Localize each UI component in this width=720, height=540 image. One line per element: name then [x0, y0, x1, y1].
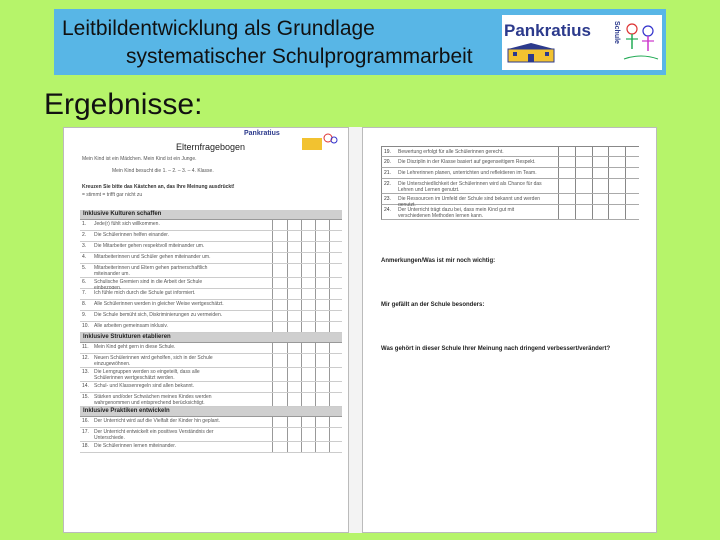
open-question: Mir gefällt an der Schule besonders:	[381, 302, 485, 308]
item-text: Jede(r) fühlt sich willkommen.	[94, 221, 160, 227]
item-text: Die Lehrerinnen planen, unterrichten und reflektieren im Team.	[398, 170, 537, 176]
section-header	[80, 210, 342, 220]
table-row	[80, 442, 342, 453]
item-number: 1.	[82, 221, 87, 227]
item-text: Mitarbeiterinnen und Eltern gehen partnerschaftlich miteinander um.	[94, 265, 208, 277]
table-row	[80, 264, 342, 278]
children-drawing-icon	[622, 19, 660, 65]
item-number: 24.	[384, 207, 391, 213]
rating-cells	[558, 179, 640, 193]
item-text: Die Disziplin in der Klasse basiert auf gegenseitigem Respekt.	[398, 159, 536, 165]
questionnaire-title: Elternfragebogen	[176, 142, 246, 152]
rating-cells	[272, 382, 342, 392]
section-title: Inklusive Kulturen schaffen	[83, 211, 162, 217]
rating-cells	[272, 417, 342, 427]
item-number: 8.	[82, 301, 87, 307]
item-text: Bewertung erfolgt für alle Schülerinnen gerecht.	[398, 149, 504, 155]
item-text: Die Schülerinnen helfen einander.	[94, 232, 170, 238]
item-number: 22.	[384, 181, 391, 187]
table-row	[80, 253, 342, 264]
item-text: Neuen Schülerinnen wird geholfen, sich in der Schule einzugewöhnen.	[94, 355, 213, 367]
item-text: Der Unterricht entwickelt ein positives Verständnis der Unterschiede.	[94, 429, 214, 441]
table-row	[80, 242, 342, 253]
table-row	[381, 157, 639, 168]
school-logo	[502, 15, 662, 70]
title-line-2: systematischer Schulprogrammarbeit	[126, 45, 473, 68]
rating-cells	[272, 442, 342, 452]
rating-cells	[272, 242, 342, 252]
item-text: Stärken und/oder Schwächen meines Kindes werden wahrgenommen und entsprechend berücksichtigt.	[94, 394, 212, 406]
section-title: Inklusive Praktiken entwickeln	[83, 408, 170, 414]
questionnaire-page-left	[63, 127, 349, 533]
rating-cells	[272, 264, 342, 277]
item-number: 3.	[82, 243, 87, 249]
mini-logo: Pankratius	[244, 130, 280, 137]
open-question: Was gehört in dieser Schule Ihrer Meinung nach dringend verbessert/verändert?	[381, 346, 611, 352]
rating-cells	[272, 311, 342, 321]
item-number: 6.	[82, 279, 87, 285]
rating-cells	[272, 278, 342, 288]
item-number: 14.	[82, 383, 89, 389]
rating-cells	[272, 253, 342, 263]
section-title: Inklusive Strukturen etablieren	[83, 334, 171, 340]
rating-cells	[272, 322, 342, 332]
item-text: Ich fühle mich durch die Schule gut informiert.	[94, 290, 196, 296]
item-text: Mein Kind geht gern in diese Schule.	[94, 344, 176, 350]
item-number: 11.	[82, 344, 89, 350]
item-text: Die Schule bemüht sich, Diskriminierungen zu vermeiden.	[94, 312, 223, 318]
table-row	[80, 417, 342, 428]
intro-line: Mein Kind ist ein Mädchen. Mein Kind ist ein Junge.	[82, 156, 197, 162]
rating-cells	[558, 205, 640, 219]
logo-text: Pankratius	[504, 21, 591, 40]
questionnaire-scan	[63, 127, 657, 533]
rating-cells	[272, 428, 342, 441]
questionnaire-page-right	[362, 127, 657, 533]
title-line-1: Leitbildentwicklung als Grundlage	[62, 17, 375, 40]
logo-vertical-text: Schule	[613, 21, 620, 44]
table-row	[381, 194, 639, 205]
item-text: Die Unterschiedlichkeit der Schülerinnen wird als Chance für das Lehren und Lernen genutzt.	[398, 181, 542, 193]
table-row	[80, 343, 342, 354]
table-row	[80, 354, 342, 368]
rating-cells	[558, 147, 640, 156]
table-row	[80, 322, 342, 333]
item-number: 19.	[384, 149, 391, 155]
subtitle-results: Ergebnisse:	[44, 88, 203, 121]
table-row	[80, 393, 342, 407]
intro-line: Mein Kind besucht die 1. – 2. – 3. – 4. Klasse.	[112, 168, 214, 174]
item-text: Die Ressourcen im Umfeld der Schule sind bekannt und werden genutzt.	[398, 196, 541, 206]
rating-cells	[558, 194, 640, 204]
item-number: 17.	[82, 429, 89, 435]
table-row	[381, 179, 639, 194]
item-number: 21.	[384, 170, 391, 176]
item-text: Alle Schülerinnen werden in gleicher Weise wertgeschätzt.	[94, 301, 224, 307]
table-row	[381, 146, 639, 157]
title-bar	[54, 9, 666, 75]
rating-cells	[272, 289, 342, 299]
table-row	[80, 300, 342, 311]
item-number: 18.	[82, 443, 89, 449]
table-row	[80, 231, 342, 242]
item-text: Die Mitarbeiter gehen respektvoll miteinander um.	[94, 243, 205, 249]
item-text: Die Schülerinnen lernen miteinander.	[94, 443, 176, 449]
rating-cells	[272, 300, 342, 310]
item-number: 2.	[82, 232, 87, 238]
open-question: Anmerkungen/Was ist mir noch wichtig:	[381, 258, 496, 264]
item-number: 20.	[384, 159, 391, 165]
table-row	[80, 311, 342, 322]
table-row	[381, 205, 639, 220]
intro-line: Kreuzen Sie bitte das Kästchen an, das Ihre Meinung ausdrückt!	[82, 184, 235, 190]
item-number: 9.	[82, 312, 87, 318]
item-number: 7.	[82, 290, 87, 296]
item-number: 5.	[82, 265, 87, 271]
table-row	[80, 368, 342, 382]
section-header	[80, 333, 342, 343]
item-text: Schul- und Klassenregeln sind allen bekannt.	[94, 383, 195, 389]
item-text: Schulische Gremien sind in die Arbeit der Schule einbezogen.	[94, 279, 203, 289]
item-number: 4.	[82, 254, 87, 260]
rating-cells	[272, 343, 342, 353]
item-number: 10.	[82, 323, 89, 329]
table-row	[80, 289, 342, 300]
table-row	[80, 382, 342, 393]
section-header	[80, 407, 342, 417]
rating-cells	[272, 393, 342, 406]
item-text: Der Unterricht trägt dazu bei, dass mein Kind gut mit verschiedenen Methoden lernen kann.	[398, 207, 515, 219]
item-number: 16.	[82, 418, 89, 424]
item-text: Alle arbeiten gemeinsam inklusiv.	[94, 323, 168, 329]
rating-cells	[558, 157, 640, 167]
item-text: Die Lerngruppen werden so eingeteilt, dass alle Schülerinnen wertgeschätzt werden.	[94, 369, 200, 381]
item-number: 15.	[82, 394, 89, 400]
rating-cells	[272, 220, 342, 230]
item-number: 23.	[384, 196, 391, 202]
table-row	[80, 220, 342, 231]
item-number: 12.	[82, 355, 89, 361]
page-gap	[349, 127, 362, 533]
item-text: Der Unterricht wird auf die Vielfalt der Kinder hin geplant.	[94, 418, 221, 424]
mini-logo-drawing-icon	[300, 130, 338, 152]
intro-line: = stimmt = trifft gar nicht zu	[82, 192, 143, 198]
rating-cells	[272, 231, 342, 241]
table-row	[80, 278, 342, 289]
rating-cells	[272, 354, 342, 367]
rating-cells	[272, 368, 342, 381]
rating-cells	[558, 168, 640, 178]
item-text: Mitarbeiterinnen und Schüler gehen miteinander um.	[94, 254, 211, 260]
school-building-icon	[506, 43, 556, 63]
table-row	[381, 168, 639, 179]
item-number: 13.	[82, 369, 89, 375]
table-row	[80, 428, 342, 442]
